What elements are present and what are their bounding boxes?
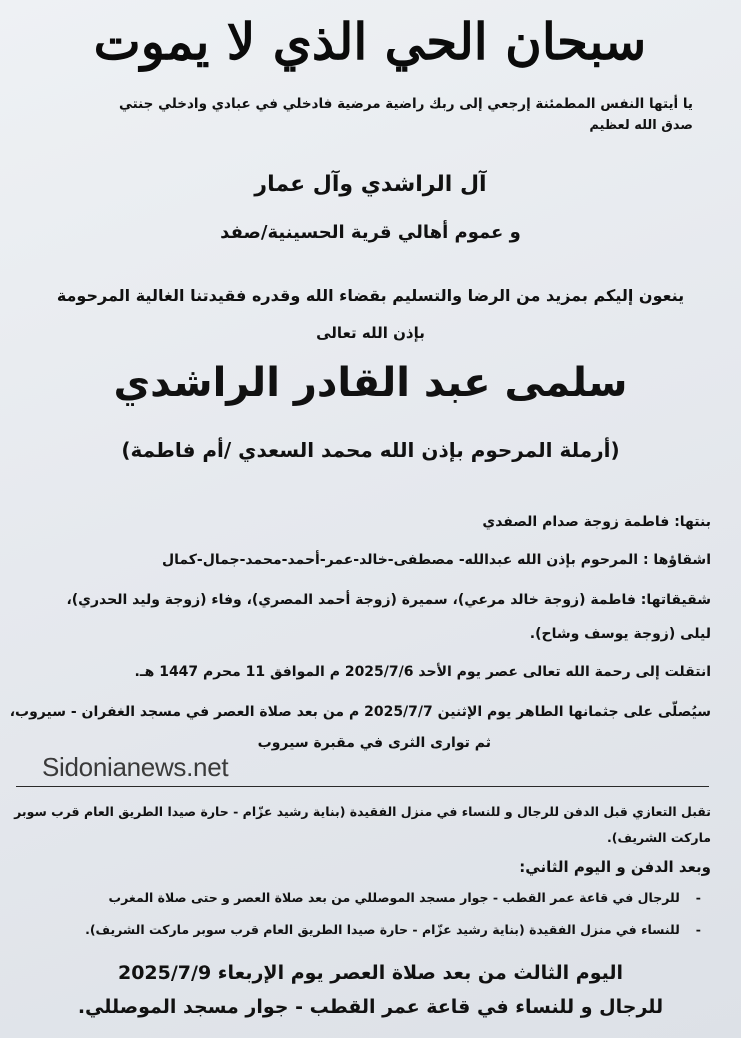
calligraphy-header: سبحان الحي الذي لا يموت [93, 12, 647, 71]
watermark: Sidonianews.net [42, 752, 229, 782]
third-day-line-2: للرجال و للنساء في قاعة عمر القطب - جوار مسجد الموصللي. [77, 996, 664, 1018]
passing-date-line: انتقلت إلى رحمة الله تعالى عصر يوم الأحد 2025/7/6 م الموافق 11 محرم 1447 هـ. [134, 664, 711, 680]
sisters-line-2: ليلى (زوجة يوسف وشاح). [529, 626, 711, 642]
divider [16, 786, 709, 787]
men-condolence-item [109, 890, 701, 905]
brothers-line: اشقاؤها : المرحوم بإذن الله عبدالله- مصطفى-خالد-عمر-أحمد-محمد-جمال-كمال [162, 552, 711, 568]
condolence-line-2: ماركت الشريف). [607, 830, 711, 845]
deceased-title: (أرملة المرحوم بإذن الله محمد السعدي /أم فاطمة) [121, 438, 620, 462]
bullet-dash: - [695, 922, 701, 937]
condolence-line: تقبل التعازي قبل الدفن للرجال و للنساء في منزل الفقيدة (بناية رشيد عزّام - حارة صيدا الطريق العام قرب سوبر [14, 804, 711, 819]
men-condolence-text: للرجال في قاعة عمر القطب - جوار مسجد الموصللي من بعد صلاة العصر و حتى صلاة المغرب [108, 890, 680, 905]
quran-verse: يا أيتها النفس المطمئنة إرجعي إلى ربك راضية مرضية فادخلي في عبادي وادخلي جنتي [119, 96, 693, 112]
women-condolence-text: للنساء في منزل الفقيدة (بناية رشيد عزّام - حارة صيدا الطريق العام قرب سوبر ماركت الشريف). [85, 922, 680, 937]
deceased-name: سلمى عبد القادر الراشدي [113, 360, 628, 406]
family-names: آل الراشدي وآل عمار [254, 172, 487, 197]
announcement-line: ينعون إليكم بمزيد من الرضا والتسليم بقضاء الله وقدره فقيدتنا الغالية المرحومة [56, 286, 685, 305]
daughter-line: بنتها: فاطمة زوجة صدام الصفدي [482, 514, 711, 530]
bullet-dash: - [695, 890, 701, 905]
third-day-line: اليوم الثالث من بعد صلاة العصر يوم الإربعاء 2025/7/9 [117, 962, 624, 984]
women-condolence-item [85, 922, 701, 937]
funeral-prayer-line: سيُصلّى على جثمانها الطاهر يوم الإثنين 2025/7/7 م من بعد صلاة العصر في مسجد الغفران - سيروب، [9, 704, 711, 720]
village-families: و عموم أهالي قرية الحسينية/صفد [220, 222, 521, 243]
burial-line: ثم توارى الثرى في مقبرة سيروب [257, 735, 491, 751]
verse-closing: صدق الله لعظيم [589, 118, 693, 133]
announcement-line-2: بإذن الله تعالى [316, 324, 425, 342]
sisters-line: شقيقاتها: فاطمة (زوجة خالد مرعي)، سميرة (زوجة أحمد المصري)، وفاء (زوجة وليد الحدري)، [66, 592, 711, 608]
after-burial-heading: وبعد الدفن و اليوم الثاني: [519, 858, 711, 876]
